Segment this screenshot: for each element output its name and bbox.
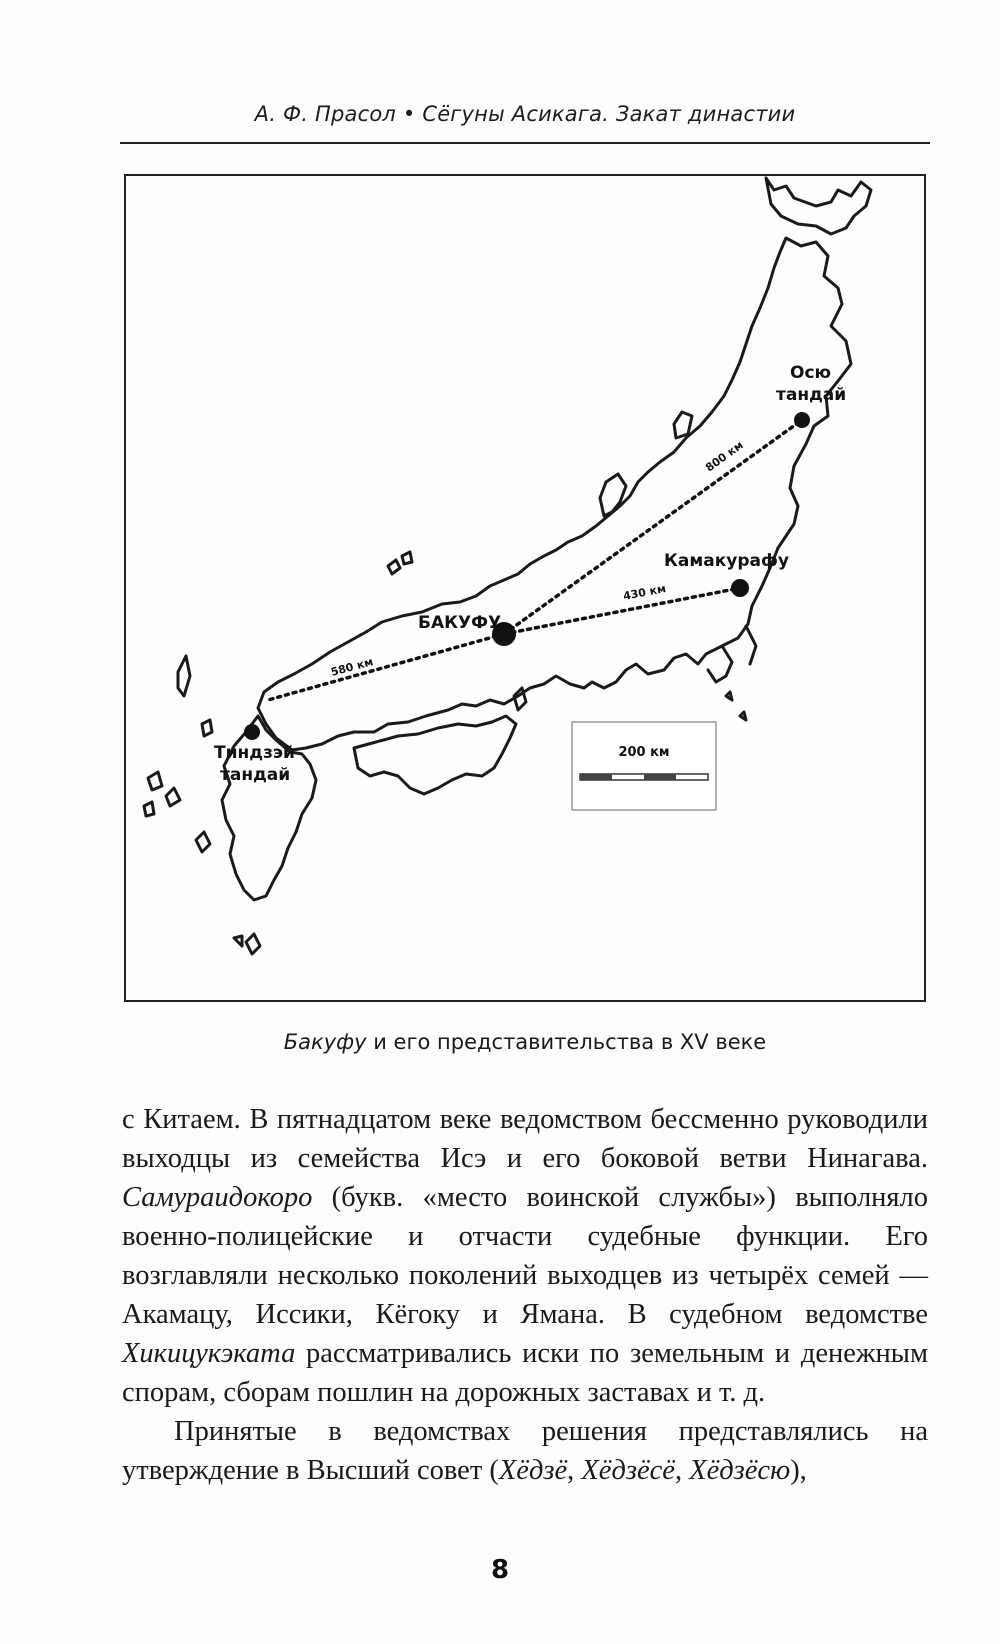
route-to-tindzei xyxy=(268,634,504,700)
p2-term-3: Хёдзёсю xyxy=(689,1455,791,1486)
figure-caption xyxy=(120,1030,930,1054)
tindzei-marker xyxy=(244,724,260,740)
p2-sep-1: , xyxy=(567,1455,582,1486)
oki-islands xyxy=(388,552,412,574)
p1-term-samuraidokoro: Самураидокоро xyxy=(122,1182,313,1213)
tindzei-label-line1: Тиндзэй xyxy=(214,743,295,763)
body-text xyxy=(122,1100,928,1490)
scale-bar-seg1 xyxy=(580,774,612,780)
p1-mid: (букв. «место воинской службы») выполняло военно-полицейские и отчасти судебные функции. Его возглавляли несколько поколений выходцев из четырёх семей — Акамацу, Иссики, Кёгоку и Ямана. В судебном ведомстве xyxy=(122,1182,928,1330)
p2-term-2: Хёдзёсё xyxy=(581,1455,675,1486)
noto-peninsula xyxy=(600,474,626,516)
tsushima-island xyxy=(178,656,190,696)
p1-start: с Китаем. В пятнадцатом веке ведомством бессменно руководили выходцы из семейства Исэ и его боковой ветви Нинагава. xyxy=(122,1104,928,1174)
osumi-islands xyxy=(234,934,260,954)
map-figure xyxy=(124,174,926,1002)
osyu-marker xyxy=(794,412,810,428)
p2-end: ), xyxy=(790,1455,807,1486)
paragraph-1 xyxy=(122,1100,928,1412)
hokkaido-outline xyxy=(766,178,871,234)
p1-end: рассматривались иски по земельным и денежным спорам, сборам пошлин на дорожных заставах и т. д. xyxy=(122,1338,928,1408)
amakusa-islands xyxy=(196,832,210,852)
awaji-island xyxy=(514,688,526,710)
running-header: А. Ф. Прасол • Сёгуны Асикага. Закат династии xyxy=(254,102,796,126)
caption-italic: Бакуфу xyxy=(283,1030,367,1054)
distance-tindzei: 580 км xyxy=(329,655,375,679)
page-number: 8 xyxy=(490,1555,510,1585)
kanto-coast xyxy=(708,626,756,682)
route-to-osyu xyxy=(504,420,802,634)
route-to-kamakura xyxy=(504,588,740,634)
scale-label: 200 км xyxy=(618,745,670,760)
goto-islands xyxy=(144,772,180,816)
scale-bar-seg2 xyxy=(644,774,676,780)
distance-kamakura: 430 км xyxy=(622,581,668,603)
shikoku-outline xyxy=(354,716,516,794)
p2-term-1: Хёдзё xyxy=(498,1455,568,1486)
p2-sep-2: , xyxy=(674,1455,690,1486)
caption-rest: и его представительства в XV веке xyxy=(366,1030,767,1054)
japan-map xyxy=(126,176,924,1000)
izu-islands xyxy=(726,692,746,720)
p2-start: Принятые в ведомствах решения представлялись на утверждение в Высший совет ( xyxy=(122,1416,928,1486)
sado-island xyxy=(674,412,692,438)
p1-term-hikitsukekata: Хикицукэката xyxy=(122,1338,296,1369)
bakufu-label: БАКУФУ xyxy=(418,613,502,633)
osyu-label-line2: тандай xyxy=(776,385,847,405)
distance-osyu: 800 км xyxy=(703,438,746,475)
kamakura-label: Камакурафу xyxy=(664,551,789,571)
scale-legend xyxy=(572,722,716,810)
osyu-label-line1: Осю xyxy=(790,363,832,383)
paragraph-2 xyxy=(122,1412,928,1490)
header-rule xyxy=(120,142,930,144)
kamakura-marker xyxy=(731,579,749,597)
tindzei-label-line2: тандай xyxy=(220,765,291,785)
iki-island xyxy=(202,720,212,736)
